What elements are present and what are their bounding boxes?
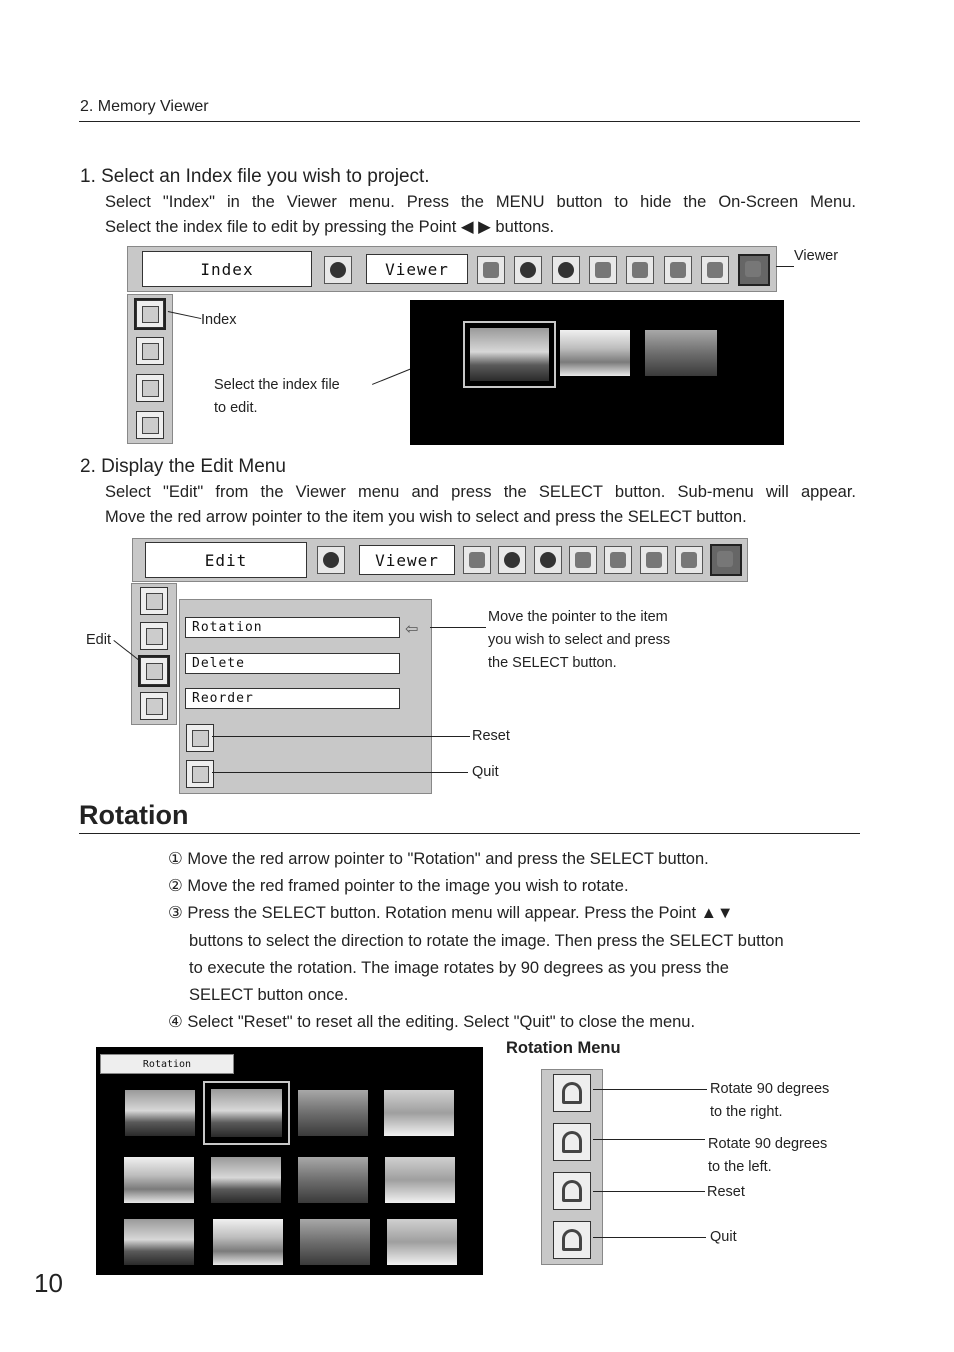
edit-folder-icon[interactable] bbox=[140, 587, 168, 615]
rotation-menu-title: Rotation Menu bbox=[506, 1039, 621, 1057]
rotate-left-icon[interactable] bbox=[553, 1123, 591, 1161]
index-thumbnail-2[interactable] bbox=[560, 330, 630, 376]
step2-line2: Move the red arrow pointer to the item you wish to select and press the SELECT button. bbox=[105, 508, 747, 526]
rotation-thumb-7[interactable] bbox=[298, 1157, 368, 1203]
rotation-rule bbox=[79, 833, 860, 834]
submenu-delete[interactable]: Delete bbox=[185, 653, 400, 674]
setting-icon[interactable] bbox=[640, 546, 668, 574]
reset-label: Reset bbox=[472, 728, 510, 744]
index-folder-icon[interactable] bbox=[136, 300, 164, 328]
edit-label: Edit bbox=[86, 632, 111, 648]
move-label-line3: the SELECT button. bbox=[488, 655, 617, 671]
edit-slideshow-icon[interactable] bbox=[140, 622, 168, 650]
step1-paragraph bbox=[105, 190, 856, 240]
rotation-thumb-10[interactable] bbox=[213, 1219, 283, 1265]
rotation-screen-label: Rotation bbox=[100, 1054, 234, 1074]
index-preview-screen bbox=[410, 300, 784, 445]
rotate-left-label-line1: Rotate 90 degrees bbox=[708, 1136, 828, 1152]
rotation-quit-leader-line bbox=[593, 1237, 706, 1238]
step1-line1: Select "Index" in the Viewer menu. Press the MENU button to hide the On-Screen Menu. bbox=[105, 193, 856, 211]
rotation-thumb-12[interactable] bbox=[387, 1219, 457, 1265]
rotate-left-label-line2: to the left. bbox=[708, 1159, 772, 1175]
move-label-line1: Move the pointer to the item bbox=[488, 609, 668, 625]
screen-icon[interactable] bbox=[589, 256, 617, 284]
quit-leader-line bbox=[212, 772, 468, 773]
menu-field-viewer[interactable]: Viewer bbox=[366, 254, 468, 284]
viewer-menu-bar bbox=[127, 246, 777, 292]
index-label: Index bbox=[201, 312, 237, 328]
rotate-left-label bbox=[708, 1133, 827, 1179]
edit-sidebar bbox=[131, 583, 177, 725]
viewer-label: Viewer bbox=[794, 248, 839, 264]
index-slideshow-icon[interactable] bbox=[136, 337, 164, 365]
rotate-right-label-line2: to the right. bbox=[710, 1104, 783, 1120]
submenu-rotation[interactable]: Rotation bbox=[185, 617, 400, 638]
image-adjust-icon[interactable] bbox=[534, 546, 562, 574]
sound-icon[interactable] bbox=[626, 256, 654, 284]
viewer-icon[interactable] bbox=[710, 544, 742, 576]
rotation-screen bbox=[96, 1047, 483, 1275]
step2-line1: Select "Edit" from the Viewer menu and press the SELECT button. Sub-menu will appear. bbox=[105, 483, 856, 501]
edit-submenu bbox=[179, 599, 432, 794]
rotation-thumb-6[interactable] bbox=[211, 1157, 281, 1203]
reset-leader-line bbox=[212, 736, 470, 737]
rotation-thumb-2[interactable] bbox=[211, 1089, 282, 1137]
slideshow-icon[interactable] bbox=[317, 546, 345, 574]
edit-menu-bar bbox=[132, 538, 748, 582]
screen-icon[interactable] bbox=[569, 546, 597, 574]
rotation-reset-leader-line bbox=[593, 1191, 705, 1192]
rotation-step-3-line2: buttons to select the direction to rotate the image. Then press the SELECT button bbox=[189, 932, 784, 950]
laptop-icon[interactable] bbox=[463, 546, 491, 574]
edit-timer-icon[interactable] bbox=[140, 692, 168, 720]
rotation-thumb-1[interactable] bbox=[125, 1090, 195, 1136]
rotation-quit-label: Quit bbox=[710, 1229, 737, 1245]
red-arrow-pointer-icon: ⇦ bbox=[405, 621, 419, 638]
step2-title: 2. Display the Edit Menu bbox=[80, 456, 286, 477]
rotation-step-3-line3: to execute the rotation. The image rotates by 90 degrees as you press the bbox=[189, 959, 729, 977]
rotation-step-3-line4: SELECT button once. bbox=[189, 986, 349, 1004]
setting-icon[interactable] bbox=[664, 256, 692, 284]
rotate-right-label bbox=[710, 1078, 829, 1124]
extended-icon[interactable] bbox=[675, 546, 703, 574]
index-thumbnail-3[interactable] bbox=[645, 330, 717, 376]
rotation-step-1: ① Move the red arrow pointer to "Rotation" and press the SELECT button. bbox=[168, 850, 709, 868]
rotate-left-leader-line bbox=[593, 1139, 705, 1140]
quit-door-icon[interactable] bbox=[553, 1221, 591, 1259]
menu-field-edit[interactable]: Edit bbox=[145, 542, 307, 578]
rotate-right-icon[interactable] bbox=[553, 1074, 591, 1112]
rotation-thumb-11[interactable] bbox=[300, 1219, 370, 1265]
select-index-label-line2: to edit. bbox=[214, 400, 258, 416]
reset-icon[interactable] bbox=[553, 1172, 591, 1210]
header-rule bbox=[79, 121, 860, 122]
rotation-step-2: ② Move the red framed pointer to the image you wish to rotate. bbox=[168, 877, 629, 895]
select-index-label bbox=[214, 374, 340, 420]
rotation-thumb-3[interactable] bbox=[298, 1090, 368, 1136]
rotation-menu bbox=[541, 1069, 603, 1265]
quit-label: Quit bbox=[472, 764, 499, 780]
select-index-label-line1: Select the index file bbox=[214, 377, 340, 393]
slideshow-icon[interactable] bbox=[324, 256, 352, 284]
step1-line2: Select the index file to edit by pressing the Point ◀ ▶ buttons. bbox=[105, 218, 555, 236]
rotation-reset-label: Reset bbox=[707, 1184, 745, 1200]
laptop-icon[interactable] bbox=[477, 256, 505, 284]
rotation-heading: Rotation bbox=[79, 800, 189, 830]
rotate-right-leader-line bbox=[593, 1089, 707, 1090]
edit-icon[interactable] bbox=[140, 657, 168, 685]
move-pointer-label bbox=[488, 606, 670, 675]
viewer-leader-line bbox=[776, 266, 794, 267]
color-icon[interactable] bbox=[514, 256, 542, 284]
submenu-reorder[interactable]: Reorder bbox=[185, 688, 400, 709]
section-header: 2. Memory Viewer bbox=[80, 98, 209, 115]
rotation-step-3-line1: ③ Press the SELECT button. Rotation menu will appear. Press the Point ▲▼ bbox=[168, 904, 734, 922]
viewer-icon[interactable] bbox=[738, 254, 770, 286]
index-thumbnail-1[interactable] bbox=[470, 328, 549, 381]
step1-title: 1. Select an Index file you wish to project. bbox=[80, 166, 430, 187]
rotate-right-label-line1: Rotate 90 degrees bbox=[710, 1081, 830, 1097]
move-leader-line bbox=[430, 627, 486, 628]
menu-field-viewer[interactable]: Viewer bbox=[359, 545, 455, 575]
step2-paragraph bbox=[105, 480, 856, 530]
index-timer-icon[interactable] bbox=[136, 411, 164, 439]
rotation-step-4: ④ Select "Reset" to reset all the editing. Select "Quit" to close the menu. bbox=[168, 1013, 696, 1031]
page-number: 10 bbox=[34, 1268, 63, 1298]
quit-door-icon[interactable] bbox=[186, 760, 214, 788]
extended-icon[interactable] bbox=[701, 256, 729, 284]
image-adjust-icon[interactable] bbox=[552, 256, 580, 284]
index-edit-icon[interactable] bbox=[136, 374, 164, 402]
sound-icon[interactable] bbox=[604, 546, 632, 574]
index-sidebar bbox=[127, 294, 173, 444]
move-label-line2: you wish to select and press bbox=[488, 632, 671, 648]
rotation-thumb-5[interactable] bbox=[124, 1157, 194, 1203]
reset-icon[interactable] bbox=[186, 724, 214, 752]
color-icon[interactable] bbox=[498, 546, 526, 574]
rotation-thumb-8[interactable] bbox=[385, 1157, 455, 1203]
rotation-thumb-9[interactable] bbox=[124, 1219, 194, 1265]
menu-field-index[interactable]: Index bbox=[142, 251, 312, 287]
rotation-thumb-4[interactable] bbox=[384, 1090, 454, 1136]
